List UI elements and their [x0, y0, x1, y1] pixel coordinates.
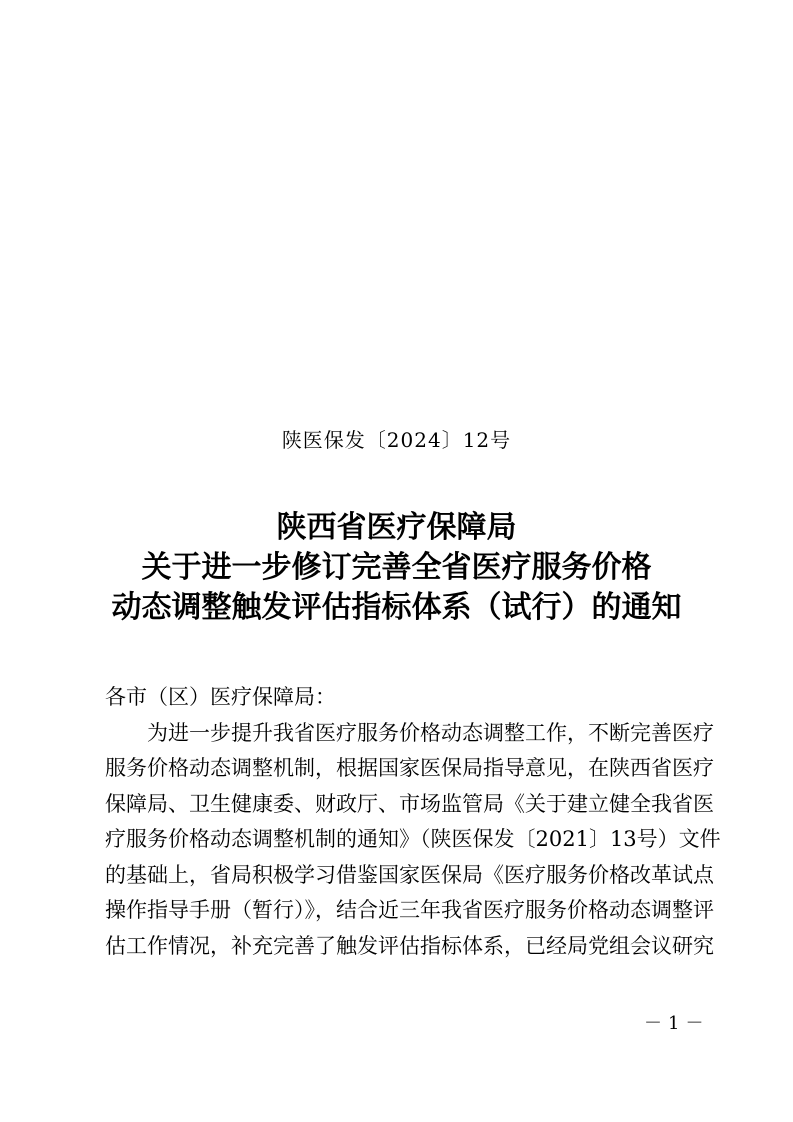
salutation: 各市（区）医疗保障局： — [105, 685, 336, 709]
body-line-6: 操作指导手册（暂行）》，结合近三年我省医疗服务价格动态调整评 — [105, 898, 714, 922]
title-line-2: 关于进一步修订完善全省医疗服务价格 — [141, 550, 652, 585]
body-line-1: 为进一步提升我省医疗服务价格动态调整工作，不断完善医疗 — [147, 720, 714, 745]
document-body — [105, 680, 721, 964]
document-title — [0, 508, 793, 628]
page-number: －1－ — [644, 1013, 710, 1034]
body-line-4: 疗服务价格动态调整机制的通知》（陕医保发〔2021〕13号）文件 — [105, 827, 721, 851]
body-line-3: 保障局、卫生健康委、财政厅、市场监管局《关于建立健全我省医 — [105, 791, 714, 816]
body-line-2: 服务价格动态调整机制，根据国家医保局指导意见，在陕西省医疗 — [105, 756, 714, 780]
document-number: 陕医保发〔2024〕12号 — [281, 428, 512, 452]
title-line-3: 动态调整触发评估指标体系（试行）的通知 — [111, 590, 682, 625]
body-line-7: 估工作情况，补充完善了触发评估指标体系，已经局党组会议研究 — [105, 933, 714, 958]
title-line-1: 陕西省医疗保障局 — [276, 510, 517, 545]
body-line-5: 的基础上，省局积极学习借鉴国家医保局《医疗服务价格改革试点 — [105, 862, 714, 887]
